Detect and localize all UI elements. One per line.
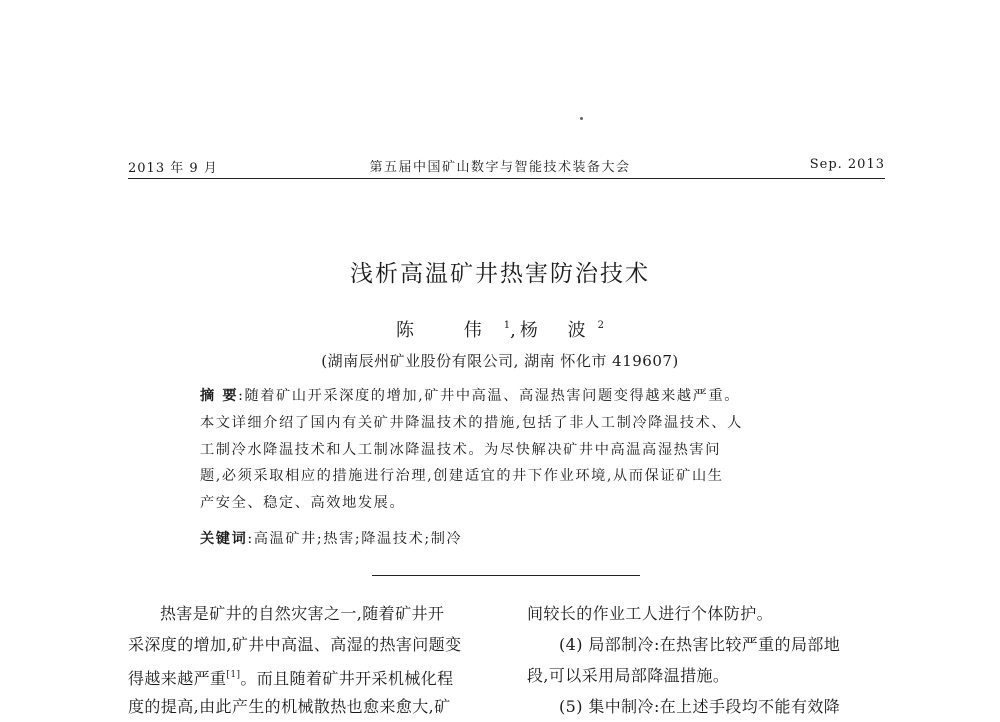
body-left-line-3-b: 。而且随着矿井开采机械化程 [240,669,454,688]
body-column-right [527,598,892,722]
abstract-line-4: 题,必须采取相应的措施进行治理,创建适宜的井下作业环境,从而保证矿山生 [200,468,724,485]
body-left-line-3-a: 得越来越严重 [128,669,227,688]
author-1-affil-mark: 1 [503,320,511,331]
abstract-line-3: 工制冷水降温技术和人工制冰降温技术。为尽快解决矿井中高温高湿热害问 [200,441,721,458]
body-right-line-2: (4) 局部制冷:在热害比较严重的局部地 [559,635,841,654]
abstract-line-1 [200,383,816,410]
abstract-label: 摘 要 [200,388,239,404]
author-2-affil-mark: 2 [597,320,604,331]
body-left-line-4: 度的提高,由此产生的机械散热也愈来愈大,矿 [128,697,451,716]
abstract-line-1-text: :随着矿山开采深度的增加,矿井中高温、高湿热害问题变得越来越严重。 [238,388,741,404]
keywords-text: :高温矿井;热害;降温技术;制冷 [247,531,463,547]
body-left-line-1: 热害是矿井的自然灾害之一,随着矿井开 [160,604,445,623]
scan-speck [580,117,583,120]
header-date-left: 2013 年 9 月 [128,161,218,176]
body-left-line-3 [128,660,498,691]
author-1-name: 陈 伟 [396,320,504,341]
abstract-line-2: 本文详细介绍了国内有关矿井降温技术的措施,包括了非人工制冷降温技术、人 [200,414,743,431]
body-right-line-1: 间较长的作业工人进行个体防护。 [527,604,774,623]
author-line [0,316,1000,342]
body-left-line-2: 采深度的增加,矿井中高温、高湿的热害问题变 [128,635,462,654]
abstract-block [200,383,816,517]
author-2-name: 杨 波 [519,320,598,341]
abstract-line-5: 产安全、稳定、高效地发展。 [200,495,406,512]
header-date-right: Sep. 2013 [809,157,885,172]
body-column-left [128,598,498,722]
keywords-label: 关键词 [200,531,248,547]
body-right-line-4: (5) 集中制冷:在上述手段均不能有效降 [559,697,841,716]
keywords-line [200,528,462,548]
header-rule [128,178,885,179]
section-separator-rule [372,575,640,576]
affiliation: (湖南辰州矿业股份有限公司, 湖南 怀化市 419607) [321,352,679,370]
paper-title: 浅析高温矿井热害防治技术 [350,261,650,287]
body-right-line-3: 段,可以采用局部降温措施。 [527,666,730,685]
citation-ref-1: [1] [226,670,241,680]
header-conference-name: 第五届中国矿山数字与智能技术装备大会 [369,160,631,175]
author-separator: , [510,320,516,341]
